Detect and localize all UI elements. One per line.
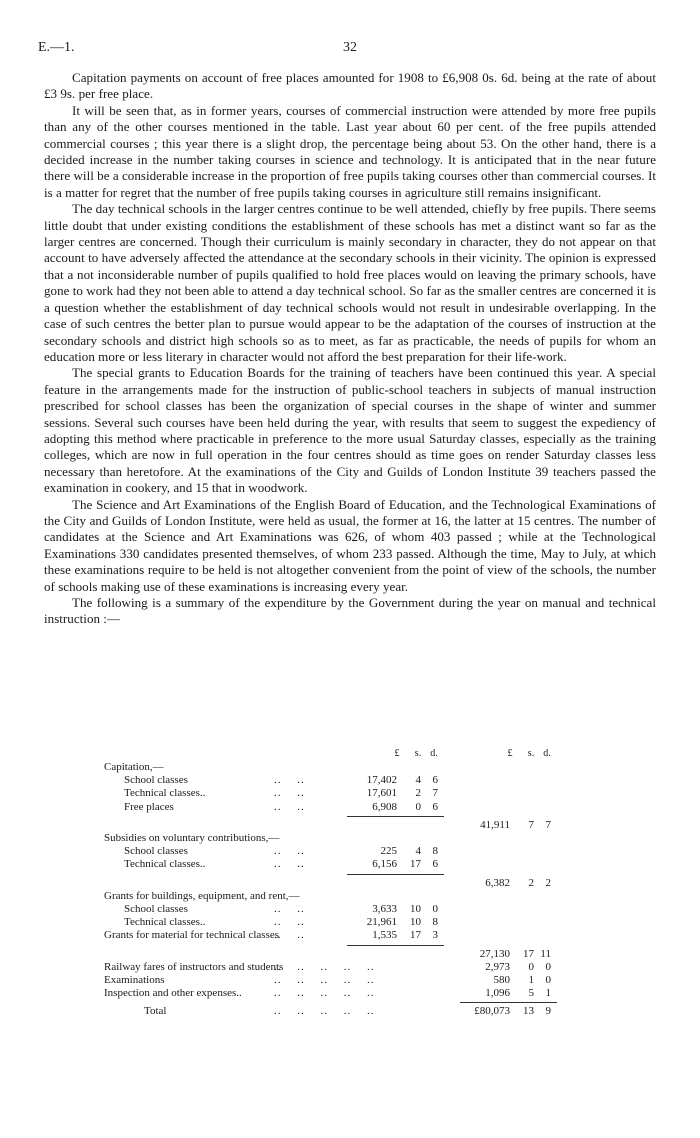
table-row (44, 818, 656, 832)
amount-pence: 11 (540, 947, 551, 960)
amount-shillings: 1 (528, 974, 534, 986)
amount-pounds: 17,601 (366, 787, 397, 800)
amount-shillings: 7 (528, 818, 534, 831)
amount-pounds: 6,908 (372, 800, 397, 813)
amount-pence: 9 (545, 1005, 551, 1018)
amount-pence: 8 (432, 916, 438, 929)
table-row (44, 1004, 656, 1018)
column-rule (347, 874, 444, 875)
row-label: Subsidies on voluntary contributions,— (104, 832, 280, 844)
amount-shillings: 17 (410, 929, 421, 942)
amount-pence: 0 (432, 903, 438, 915)
column-rule (460, 1002, 557, 1003)
paragraph: The following is a summary of the expenditure by the Government during the year on manual and technical instruction :— (44, 595, 656, 627)
table-row (44, 889, 656, 903)
row-label: Examinations (104, 974, 165, 986)
amount-pounds: 3,633 (372, 903, 397, 915)
amount-pounds: 17,402 (366, 774, 397, 787)
amount-pounds: 2,973 (485, 960, 510, 973)
pounds-header-col1: £ (394, 748, 400, 759)
row-label: Grants for buildings, equipment, and rent,— (104, 889, 300, 902)
amount-pence: 7 (432, 787, 438, 800)
leader-dots: .. .. (274, 787, 305, 800)
table-row (44, 844, 656, 858)
amount-shillings: 17 (523, 947, 534, 960)
row-label: School classes (124, 774, 188, 787)
amount-pence: 7 (545, 818, 551, 831)
leader-dots: .. .. .. .. .. (274, 1005, 375, 1018)
amount-shillings: 0 (415, 800, 421, 813)
row-label: Total (144, 1005, 167, 1018)
leader-dots: .. .. (274, 916, 305, 929)
table-row (44, 973, 656, 987)
column-rule (347, 816, 444, 817)
amount-pounds: 580 (493, 974, 510, 986)
amount-pounds: 6,382 (485, 876, 510, 889)
table-row (44, 928, 656, 942)
table-row (44, 760, 656, 774)
paragraph: It will be seen that, as in former years, courses of commercial instruction were attended by more free pupils than any of the other courses mentioned in the table. Last year about 60 per cent. of the free pupils attended commercial courses ; this year there is a slight drop, the percentage being about 53. On the other hand, there is a decided increase in the number taking courses in science and technology. It is anticipated that in the near future there will be a considerable increase in the proportion of free pupils taking courses other than commercial courses. It is a matter for regret that the number of free pupils taking courses in agriculture still remains insignificant. (44, 102, 656, 200)
amount-shillings: 5 (528, 987, 534, 1000)
column-rule (347, 945, 444, 946)
table-row (44, 786, 656, 800)
amount-shillings: 10 (410, 903, 421, 915)
row-label: Free places (124, 800, 174, 813)
amount-pence: 0 (545, 960, 551, 973)
row-label: Technical classes.. (124, 787, 206, 800)
table-row (44, 857, 656, 871)
leader-dots: .. .. .. .. .. (274, 960, 375, 973)
table-row (44, 800, 656, 814)
table-row (44, 947, 656, 961)
amount-shillings: 13 (523, 1005, 534, 1018)
shillings-header-col2: s. (527, 748, 535, 759)
leader-dots: .. .. (274, 800, 305, 813)
amount-pounds: 27,130 (479, 947, 510, 960)
leader-dots: .. .. (274, 903, 305, 915)
leader-dots: .. .. (274, 929, 305, 942)
row-label: Capitation,— (104, 761, 164, 773)
amount-pence: 2 (545, 876, 551, 889)
table-row (44, 986, 656, 1000)
amount-shillings: 2 (415, 787, 421, 800)
amount-pounds: 225 (380, 845, 397, 858)
amount-shillings: 4 (415, 774, 421, 787)
amount-pounds: 1,096 (485, 987, 510, 1000)
row-label: Inspection and other expenses.. (104, 987, 242, 1000)
amount-pounds: 41,911 (480, 818, 510, 831)
amount-shillings: 0 (528, 960, 534, 973)
table-row (44, 915, 656, 929)
leader-dots: .. .. (274, 858, 305, 871)
page-number: 32 (343, 40, 357, 55)
amount-pounds: 21,961 (366, 916, 397, 929)
table-row (44, 960, 656, 974)
amount-pounds: 1,535 (372, 929, 397, 942)
amount-pence: 1 (545, 987, 551, 1000)
body-text (44, 70, 656, 628)
leader-dots: .. .. (274, 774, 305, 787)
amount-pence: 6 (432, 858, 438, 871)
paragraph: The day technical schools in the larger centres continue to be well attended, chiefly by free pupils. There seems little doubt that under existing conditions the establishment of these schools has met a distinct want so far as the larger centres are concerned. Though their curriculum is mainly secondary in character, they do not appear on that account to have adversely affected the attendance at the secondary schools in their vicinity. The opinion is expressed that a not inconsiderable number of pupils qualified to hold free places would on leaving the primary schools, have gone to work had they not been able to attend a day technical school. So far as the smaller centres are concerned it is a question whether the establishment of day technical schools would not result in undesirable overlapping. In the case of such centres the better plan to pursue would appear to be the adaptation of the courses of instruction at the secondary schools and district high schools so as to meet, as far as practicable, the needs of pupils for whom an education more or less literary in character would not afford the best preparation for their life-work. (44, 201, 656, 364)
leader-dots: .. .. .. .. .. (274, 987, 375, 1000)
amount-shillings: 4 (415, 845, 421, 858)
amount-pence: 6 (432, 800, 438, 813)
paragraph: The Science and Art Examinations of the English Board of Education, and the Technological Examinations of the City and Guilds of London Institute, were held as usual, the former at 16, the latter at 15 centres. The number of candidates at the Science and Art Examinations was 626, of whom 403 passed ; while at the Technological Examinations 330 candidates presented themselves, of whom 233 passed. Although the time, May to July, at which these examinations require to be held is not altogether convenient from the point of view of the schools, the number of schools making use of these examinations is increasing every year. (44, 496, 656, 594)
paragraph: Capitation payments on account of free places amounted for 1908 to £6,908 0s. 6d. being at the rate of about £3 9s. per free place. (44, 70, 656, 102)
amount-pence: 6 (432, 774, 438, 787)
leader-dots: .. .. (274, 845, 305, 858)
table-row (44, 902, 656, 916)
row-label: Technical classes.. (124, 858, 206, 871)
amount-pence: 0 (545, 974, 551, 986)
row-label: Technical classes.. (124, 916, 206, 929)
leader-dots: .. .. .. .. .. (274, 974, 375, 986)
pence-header-col2: d. (543, 748, 551, 759)
table-row (44, 831, 656, 845)
amount-shillings: 2 (528, 876, 534, 889)
amount-pounds: £80,073 (474, 1005, 510, 1018)
document-reference: E.—1. (38, 40, 75, 55)
table-row (44, 773, 656, 787)
row-label: Grants for material for technical classes (104, 929, 280, 942)
table-row (44, 876, 656, 890)
row-label: Railway fares of instructors and students (104, 960, 284, 973)
amount-pence: 3 (432, 929, 438, 942)
amount-shillings: 10 (410, 916, 421, 929)
amount-pence: 8 (432, 845, 438, 858)
row-label: School classes (124, 845, 188, 858)
amount-pounds: 6,156 (372, 858, 397, 871)
pence-header-col1: d. (430, 748, 438, 759)
amount-shillings: 17 (410, 858, 421, 871)
pounds-header-col2: £ (507, 748, 513, 759)
paragraph: The special grants to Education Boards for the training of teachers have been continued this year. A special feature in the arrangements made for the instruction of public-school teachers in subjects of manual instruction prescribed for school classes has been the organization of special courses in the shape of winter and summer sessions. Several such courses have been held during the year, with results that seem to suggest the expediency of adopting this method where practicable in preference to the more usual Saturday classes, especially as the training colleges, which are now in full operation in the four centres should as time goes on render Saturday classes less necessary than heretofore. At the examinations of the City and Guilds of London Institute 39 teachers passed the examination in cookery, and 15 that in woodwork. (44, 365, 656, 496)
row-label: School classes (124, 903, 188, 915)
shillings-header-col1: s. (414, 748, 422, 759)
